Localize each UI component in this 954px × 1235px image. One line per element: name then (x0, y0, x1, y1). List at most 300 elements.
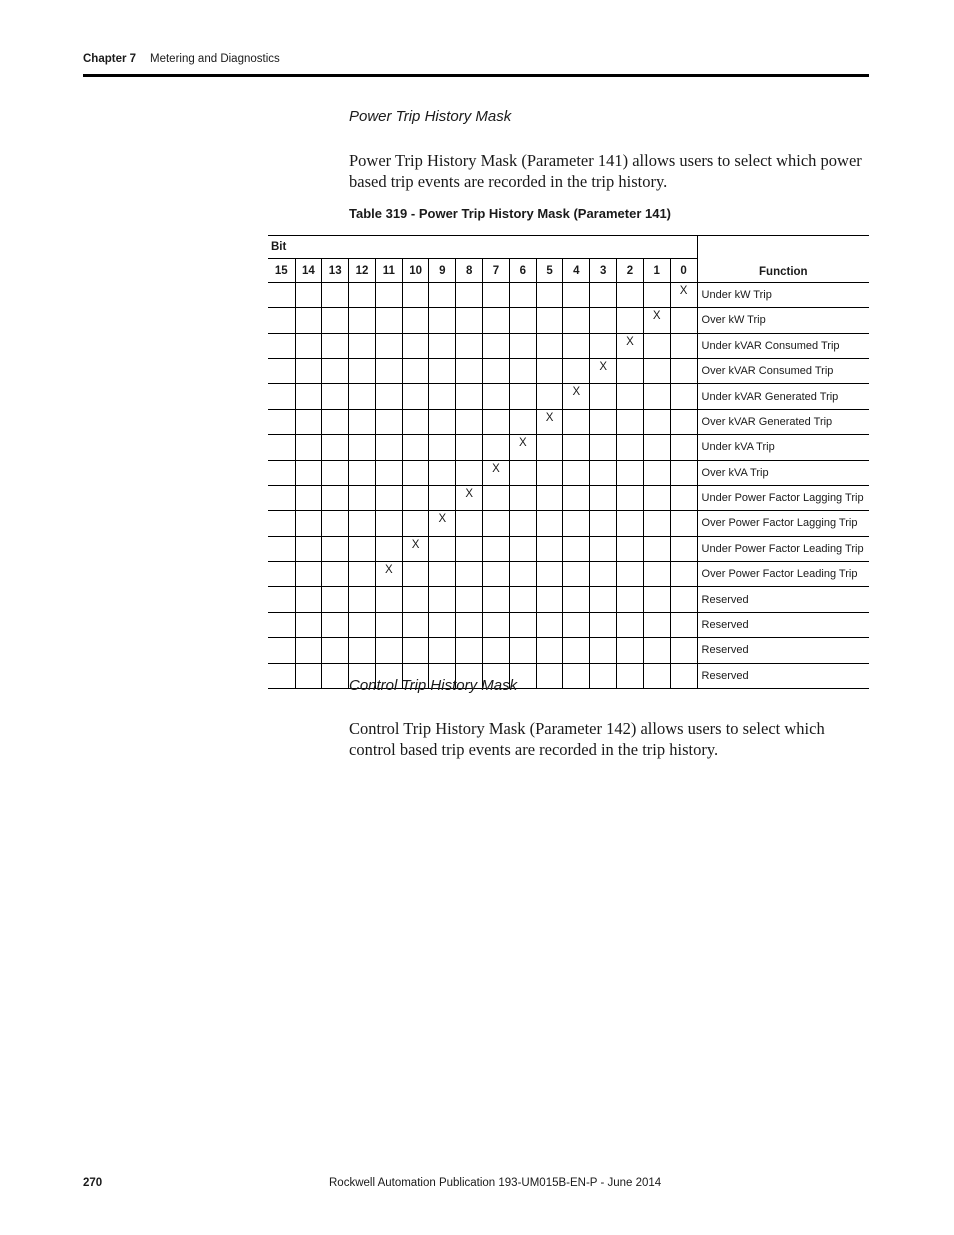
bit-cell-3 (590, 460, 617, 485)
bit-header-13: 13 (322, 259, 349, 282)
bit-cell-11 (375, 587, 402, 612)
bit-cell-13 (322, 460, 349, 485)
bit-cell-12 (349, 333, 376, 358)
bit-cell-14 (295, 460, 322, 485)
bit-cell-0 (670, 562, 697, 587)
bit-cell-13 (322, 485, 349, 510)
bit-cell-5 (536, 663, 563, 688)
bit-cell-0 (670, 435, 697, 460)
bit-cell-1 (643, 587, 670, 612)
bit-cell-4 (563, 282, 590, 307)
bit-cell-12 (349, 638, 376, 663)
bit-cell-6 (509, 384, 536, 409)
bit-cell-6 (509, 562, 536, 587)
bit-cell-13 (322, 638, 349, 663)
table-row (268, 358, 869, 383)
bit-mark: X (456, 485, 483, 510)
function-label: Over kVA Trip (697, 460, 869, 485)
bit-cell-1 (643, 663, 670, 688)
table-row (268, 435, 869, 460)
bit-cell-0 (670, 536, 697, 561)
bit-cell-4 (563, 612, 590, 637)
bit-cell-3 (590, 282, 617, 307)
bit-header-12: 12 (349, 259, 376, 282)
bit-cell-4 (563, 333, 590, 358)
bit-cell-13 (322, 358, 349, 383)
bit-cell-13 (322, 562, 349, 587)
table-row (268, 536, 869, 561)
bit-cell-3 (590, 612, 617, 637)
bit-cell-7 (483, 282, 510, 307)
bit-mark: X (483, 460, 510, 485)
bit-header-10: 10 (402, 259, 429, 282)
bit-cell-2 (617, 536, 644, 561)
function-label: Under Power Factor Lagging Trip (697, 485, 869, 510)
table-row (268, 308, 869, 333)
bit-mark: X (590, 358, 617, 383)
bit-cell-7 (483, 384, 510, 409)
bit-cell-10 (402, 638, 429, 663)
bit-cell-15 (268, 562, 295, 587)
bit-cell-15 (268, 485, 295, 510)
bit-cell-5 (536, 562, 563, 587)
bit-cell-3 (590, 587, 617, 612)
bit-cell-10 (402, 612, 429, 637)
function-label: Reserved (697, 612, 869, 637)
bit-cell-3 (590, 562, 617, 587)
bit-cell-15 (268, 536, 295, 561)
bit-cell-12 (349, 562, 376, 587)
bit-cell-2 (617, 663, 644, 688)
bit-cell-1 (643, 562, 670, 587)
bit-cell-5 (536, 333, 563, 358)
control-trip-heading: Control Trip History Mask (349, 677, 518, 694)
bit-cell-15 (268, 511, 295, 536)
bit-header-3: 3 (590, 259, 617, 282)
bit-cell-9 (429, 333, 456, 358)
bit-cell-0 (670, 638, 697, 663)
bit-cell-8 (456, 409, 483, 434)
bit-cell-1 (643, 409, 670, 434)
bit-header-0: 0 (670, 259, 697, 282)
bit-cell-13 (322, 663, 349, 688)
bit-cell-15 (268, 282, 295, 307)
bit-cell-15 (268, 612, 295, 637)
bit-cell-11 (375, 612, 402, 637)
bit-cell-2 (617, 460, 644, 485)
power-trip-heading: Power Trip History Mask (349, 108, 512, 125)
bit-mark: X (429, 511, 456, 536)
bit-cell-3 (590, 511, 617, 536)
bit-cell-1 (643, 358, 670, 383)
bit-cell-2 (617, 308, 644, 333)
bit-cell-9 (429, 358, 456, 383)
bit-cell-9 (429, 638, 456, 663)
table-row (268, 587, 869, 612)
bit-cell-10 (402, 282, 429, 307)
bit-cell-1 (643, 485, 670, 510)
bit-mark: X (617, 333, 644, 358)
bit-cell-3 (590, 384, 617, 409)
bit-cell-7 (483, 435, 510, 460)
bit-header-8: 8 (456, 259, 483, 282)
bit-cell-2 (617, 562, 644, 587)
bit-cell-5 (536, 638, 563, 663)
bit-cell-3 (590, 663, 617, 688)
bit-cell-9 (429, 536, 456, 561)
bit-cell-12 (349, 384, 376, 409)
function-label: Over Power Factor Leading Trip (697, 562, 869, 587)
bit-cell-15 (268, 308, 295, 333)
bit-cell-11 (375, 409, 402, 434)
bit-mark: X (375, 562, 402, 587)
running-header (83, 53, 280, 65)
bit-cell-6 (509, 460, 536, 485)
bit-cell-5 (536, 536, 563, 561)
bit-cell-0 (670, 460, 697, 485)
bit-cell-2 (617, 384, 644, 409)
bit-cell-10 (402, 511, 429, 536)
bit-cell-5 (536, 282, 563, 307)
table-row (268, 485, 869, 510)
bit-cell-12 (349, 536, 376, 561)
bit-header-14: 14 (295, 259, 322, 282)
bit-cell-14 (295, 358, 322, 383)
bit-cell-2 (617, 409, 644, 434)
bit-header-5: 5 (536, 259, 563, 282)
chapter-label: Chapter 7 (83, 53, 137, 65)
page-number: 270 (83, 1177, 103, 1189)
bit-cell-13 (322, 282, 349, 307)
bit-cell-8 (456, 612, 483, 637)
bit-cell-6 (509, 638, 536, 663)
bit-cell-1 (643, 384, 670, 409)
bit-cell-4 (563, 409, 590, 434)
section-title: Metering and Diagnostics (150, 53, 280, 65)
bit-cell-11 (375, 511, 402, 536)
bit-cell-12 (349, 460, 376, 485)
bit-cell-4 (563, 358, 590, 383)
bit-cell-10 (402, 384, 429, 409)
bit-header-6: 6 (509, 259, 536, 282)
bit-cell-7 (483, 612, 510, 637)
bit-cell-4 (563, 536, 590, 561)
bit-cell-2 (617, 282, 644, 307)
bit-cell-11 (375, 358, 402, 383)
bit-cell-12 (349, 358, 376, 383)
bit-cell-4 (563, 511, 590, 536)
bit-cell-12 (349, 409, 376, 434)
function-label: Over kVAR Consumed Trip (697, 358, 869, 383)
bit-cell-14 (295, 308, 322, 333)
bit-cell-4 (563, 308, 590, 333)
bit-cell-10 (402, 485, 429, 510)
bit-header-7: 7 (483, 259, 510, 282)
bit-cell-7 (483, 638, 510, 663)
bit-cell-2 (617, 612, 644, 637)
bit-cell-6 (509, 333, 536, 358)
bit-cell-15 (268, 638, 295, 663)
bit-cell-9 (429, 384, 456, 409)
bit-cell-0 (670, 587, 697, 612)
bit-cell-3 (590, 485, 617, 510)
bit-cell-3 (590, 536, 617, 561)
bit-mark: X (643, 308, 670, 333)
bit-cell-4 (563, 562, 590, 587)
function-label: Reserved (697, 587, 869, 612)
bit-cell-11 (375, 435, 402, 460)
function-label: Reserved (697, 663, 869, 688)
bit-cell-5 (536, 435, 563, 460)
bit-cell-14 (295, 435, 322, 460)
bit-cell-10 (402, 409, 429, 434)
bit-header-1: 1 (643, 259, 670, 282)
bit-cell-15 (268, 358, 295, 383)
bit-cell-13 (322, 308, 349, 333)
bit-cell-5 (536, 460, 563, 485)
bit-cell-6 (509, 612, 536, 637)
bit-cell-1 (643, 536, 670, 561)
bit-mark: X (563, 384, 590, 409)
control-trip-body: Control Trip History Mask (Parameter 142) allows users to select which control based trip events are recorded in the trip history. (349, 719, 825, 759)
bit-cell-9 (429, 612, 456, 637)
bit-cell-14 (295, 409, 322, 434)
table-row (268, 562, 869, 587)
function-label: Reserved (697, 638, 869, 663)
bit-cell-14 (295, 333, 322, 358)
bit-cell-11 (375, 384, 402, 409)
bit-cell-1 (643, 435, 670, 460)
bit-cell-13 (322, 536, 349, 561)
bit-cell-7 (483, 333, 510, 358)
bit-cell-2 (617, 358, 644, 383)
bit-cell-13 (322, 435, 349, 460)
table-row (268, 333, 869, 358)
bit-cell-5 (536, 612, 563, 637)
bit-cell-6 (509, 282, 536, 307)
bit-cell-6 (509, 511, 536, 536)
bit-cell-8 (456, 638, 483, 663)
bit-cell-9 (429, 308, 456, 333)
function-label: Under Power Factor Leading Trip (697, 536, 869, 561)
bit-cell-4 (563, 435, 590, 460)
bit-cell-0 (670, 308, 697, 333)
bit-cell-11 (375, 460, 402, 485)
bit-cell-14 (295, 536, 322, 561)
bit-cell-0 (670, 663, 697, 688)
bit-cell-8 (456, 435, 483, 460)
bit-cell-13 (322, 612, 349, 637)
bit-cell-10 (402, 435, 429, 460)
bit-cell-12 (349, 282, 376, 307)
bit-cell-2 (617, 638, 644, 663)
function-label: Under kW Trip (697, 282, 869, 307)
bit-cell-8 (456, 384, 483, 409)
bit-header-4: 4 (563, 259, 590, 282)
bit-cell-12 (349, 511, 376, 536)
bit-cell-14 (295, 638, 322, 663)
bit-cell-10 (402, 333, 429, 358)
bit-cell-9 (429, 282, 456, 307)
function-label: Under kVA Trip (697, 435, 869, 460)
bit-cell-12 (349, 587, 376, 612)
bit-cell-7 (483, 409, 510, 434)
bit-cell-13 (322, 384, 349, 409)
table-row (268, 409, 869, 434)
bit-cell-4 (563, 638, 590, 663)
bit-cell-7 (483, 485, 510, 510)
power-trip-body: Power Trip History Mask (Parameter 141) allows users to select which power based trip events are recorded in the trip history. (349, 151, 862, 191)
bit-cell-11 (375, 333, 402, 358)
bit-cell-12 (349, 435, 376, 460)
bit-cell-12 (349, 612, 376, 637)
bit-cell-8 (456, 333, 483, 358)
bit-mark: X (670, 282, 697, 307)
function-label: Under kVAR Generated Trip (697, 384, 869, 409)
bit-cell-14 (295, 663, 322, 688)
bit-cell-4 (563, 663, 590, 688)
bit-header-2: 2 (617, 259, 644, 282)
bit-cell-10 (402, 358, 429, 383)
bit-cell-0 (670, 358, 697, 383)
bit-cell-0 (670, 612, 697, 637)
publication-info: Rockwell Automation Publication 193-UM015B-EN-P - June 2014 (329, 1177, 662, 1189)
bit-cell-9 (429, 562, 456, 587)
header-rule (83, 74, 869, 77)
bit-cell-7 (483, 308, 510, 333)
bit-cell-3 (590, 409, 617, 434)
bit-cell-7 (483, 562, 510, 587)
bit-header-9: 9 (429, 259, 456, 282)
bit-cell-15 (268, 384, 295, 409)
bit-cell-5 (536, 587, 563, 612)
bit-cell-14 (295, 384, 322, 409)
bit-cell-14 (295, 511, 322, 536)
table-row (268, 638, 869, 663)
bit-cell-14 (295, 562, 322, 587)
bit-cell-6 (509, 536, 536, 561)
bit-cell-10 (402, 587, 429, 612)
bit-cell-10 (402, 308, 429, 333)
bit-cell-10 (402, 562, 429, 587)
bit-cell-5 (536, 384, 563, 409)
bit-cell-9 (429, 485, 456, 510)
bit-cell-5 (536, 308, 563, 333)
bit-cell-11 (375, 485, 402, 510)
function-column-header: Function (697, 236, 869, 283)
bit-cell-7 (483, 587, 510, 612)
bit-cell-8 (456, 562, 483, 587)
bit-cell-12 (349, 485, 376, 510)
bit-cell-2 (617, 511, 644, 536)
bit-cell-15 (268, 435, 295, 460)
bit-cell-4 (563, 460, 590, 485)
bit-cell-14 (295, 282, 322, 307)
bit-cell-8 (456, 282, 483, 307)
bit-cell-3 (590, 333, 617, 358)
bit-cell-4 (563, 587, 590, 612)
function-label: Over Power Factor Lagging Trip (697, 511, 869, 536)
table-row (268, 384, 869, 409)
bit-mark: X (536, 409, 563, 434)
bit-cell-11 (375, 638, 402, 663)
bit-cell-0 (670, 511, 697, 536)
bit-cell-8 (456, 511, 483, 536)
bit-cell-2 (617, 485, 644, 510)
bit-cell-0 (670, 333, 697, 358)
bit-cell-15 (268, 460, 295, 485)
bit-cell-7 (483, 536, 510, 561)
bit-cell-3 (590, 308, 617, 333)
bit-cell-8 (456, 358, 483, 383)
bit-cell-12 (349, 308, 376, 333)
bit-cell-8 (456, 587, 483, 612)
bit-cell-2 (617, 587, 644, 612)
table-row (268, 282, 869, 307)
bit-cell-3 (590, 638, 617, 663)
bit-cell-10 (402, 460, 429, 485)
bit-cell-9 (429, 587, 456, 612)
bit-header-11: 11 (375, 259, 402, 282)
bit-cell-13 (322, 333, 349, 358)
bit-cell-5 (536, 485, 563, 510)
bit-cell-11 (375, 282, 402, 307)
bit-cell-6 (509, 485, 536, 510)
bit-cell-5 (536, 511, 563, 536)
bit-cell-0 (670, 485, 697, 510)
bit-header-15: 15 (268, 259, 295, 282)
bit-cell-14 (295, 485, 322, 510)
table-caption: Table 319 - Power Trip History Mask (Parameter 141) (349, 206, 672, 221)
bit-cell-15 (268, 333, 295, 358)
bit-cell-5 (536, 358, 563, 383)
bit-cell-14 (295, 587, 322, 612)
table-row (268, 511, 869, 536)
bit-cell-1 (643, 333, 670, 358)
bit-cell-13 (322, 409, 349, 434)
bit-cell-7 (483, 511, 510, 536)
bit-cell-1 (643, 282, 670, 307)
bit-cell-6 (509, 409, 536, 434)
bit-cell-6 (509, 358, 536, 383)
bit-mark: X (402, 536, 429, 561)
bit-cell-2 (617, 435, 644, 460)
function-label: Over kW Trip (697, 308, 869, 333)
function-label: Under kVAR Consumed Trip (697, 333, 869, 358)
bit-cell-15 (268, 587, 295, 612)
bit-cell-0 (670, 409, 697, 434)
bit-cell-0 (670, 384, 697, 409)
bit-cell-1 (643, 612, 670, 637)
bit-cell-4 (563, 485, 590, 510)
bit-cell-9 (429, 460, 456, 485)
bit-cell-7 (483, 358, 510, 383)
bit-cell-15 (268, 663, 295, 688)
bit-cell-14 (295, 612, 322, 637)
bit-cell-6 (509, 587, 536, 612)
power-trip-mask-table (268, 235, 869, 689)
bit-cell-1 (643, 511, 670, 536)
bit-cell-11 (375, 308, 402, 333)
bit-cell-1 (643, 460, 670, 485)
bit-cell-3 (590, 435, 617, 460)
bit-cell-13 (322, 511, 349, 536)
table-row (268, 460, 869, 485)
function-label: Over kVAR Generated Trip (697, 409, 869, 434)
bit-cell-8 (456, 460, 483, 485)
bit-group-header: Bit (268, 236, 697, 259)
bit-cell-8 (456, 308, 483, 333)
